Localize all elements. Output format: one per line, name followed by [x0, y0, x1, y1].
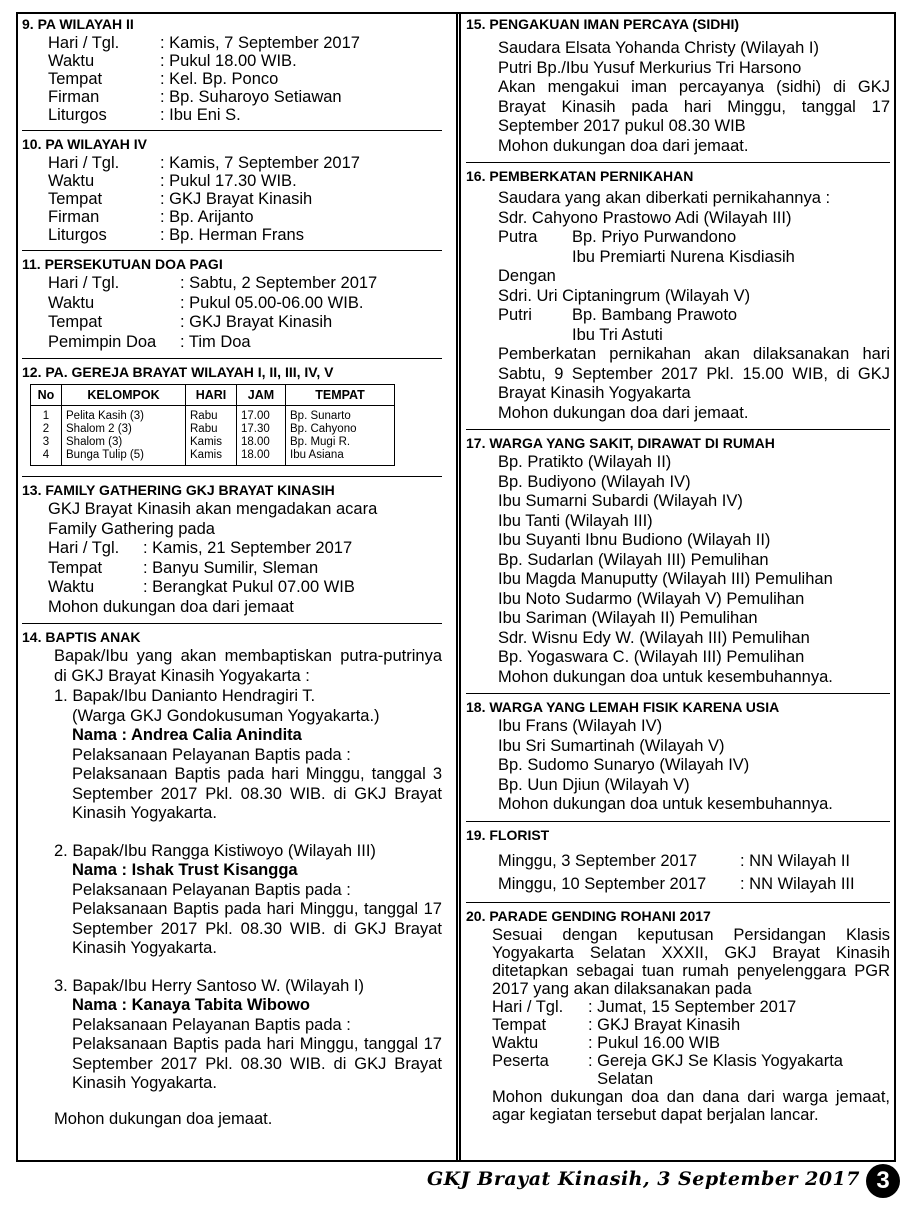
section-9 [22, 16, 442, 130]
list-item: Bp. Sudomo Sunaryo (Wilayah IV) [498, 756, 750, 774]
column-header: HARI [186, 385, 237, 406]
section-heading: 18. WARGA YANG LEMAH FISIK KARENA USIA [466, 699, 780, 715]
cell: Bp. Sunarto [286, 406, 395, 424]
list-item: Bp. Sudarlan (Wilayah III) Pemulihan [498, 550, 769, 569]
cell: Kamis [186, 436, 237, 449]
label: Tempat [492, 1015, 547, 1034]
value: : Banyu Sumilir, Sleman [143, 558, 319, 577]
section-20 [466, 902, 890, 1130]
bride-name: Sdri. Uri Ciptaningrum (Wilayah V) [498, 286, 751, 305]
intro-text: Family Gathering pada [48, 519, 215, 538]
service-label: Pelaksanaan Pelayanan Baptis pada : [72, 880, 351, 899]
section-heading: 20. PARADE GENDING ROHANI 2017 [466, 907, 711, 924]
label: Tempat [48, 70, 103, 88]
label: Hari / Tgl. [48, 34, 120, 52]
cell: Pelita Kasih (3) [62, 406, 186, 424]
section-16 [466, 162, 890, 429]
cell: Shalom (3) [62, 436, 186, 449]
cell: Bp. Cahyono [286, 423, 395, 436]
detail-text: Sesuai dengan keputusan Persidangan Klasis Yogyakarta Selatan XXXII, GKJ Brayat Kinasih ditetapkan sebagai tuan rumah penyelenggara PGR 2017 yang akan dilaksanakan pada [492, 925, 890, 998]
parent-name: 1. Bapak/Ibu Danianto Hendragiri T. [54, 687, 316, 705]
label: Firman [48, 208, 100, 226]
closing-text: Mohon dukungan doa dari jemaat [48, 597, 294, 616]
section-10 [22, 130, 442, 250]
intro-text: Bapak/Ibu yang akan membaptiskan putra-putrinya di GKJ Brayat Kinasih Yogyakarta : [54, 647, 442, 685]
label: Waktu [48, 293, 95, 312]
value: : Berangkat Pukul 07.00 WIB [143, 578, 355, 596]
section-body [466, 186, 890, 423]
label: Liturgos [48, 106, 107, 124]
list-item: Bp. Uun Djiun (Wilayah V) [498, 775, 690, 794]
value: : Ibu Eni S. [160, 106, 241, 124]
footer-title: GKJ Brayat Kinasih, 3 September 2017 [426, 1168, 860, 1190]
baptism-item [54, 842, 442, 959]
section-15 [466, 16, 890, 162]
closing-text: Mohon dukungan doa jemaat. [54, 1109, 273, 1128]
intro-text: GKJ Brayat Kinasih akan mengadakan acara [48, 500, 378, 518]
label: Putri [498, 306, 532, 324]
left-column [22, 16, 442, 1135]
column-header: KELOMPOK [62, 385, 186, 406]
section-body [466, 453, 890, 687]
label: Firman [48, 88, 100, 106]
section-body [466, 717, 890, 815]
label: Putra [498, 228, 538, 246]
column-divider [456, 12, 461, 1162]
cell: 4 [31, 449, 62, 466]
cell: 1 [31, 406, 62, 424]
list-item: Ibu Sumarni Subardi (Wilayah IV) [498, 492, 743, 510]
parents-text: Putri Bp./Ibu Yusuf Merkurius Tri Harsono [498, 58, 802, 77]
column-header: JAM [237, 385, 286, 406]
section-18 [466, 693, 890, 821]
cell: Rabu [186, 423, 237, 436]
groom-name: Sdr. Cahyono Prastowo Adi (Wilayah III) [498, 208, 792, 227]
cell: Kamis [186, 449, 237, 466]
section-11 [22, 250, 442, 358]
value: : Jumat, 15 September 2017 [588, 997, 797, 1016]
table-row [31, 406, 395, 424]
list-item: Ibu Suyanti Ibnu Budiono (Wilayah II) [498, 531, 771, 549]
item-body [54, 707, 442, 824]
parent-name: 3. Bapak/Ibu Herry Santoso W. (Wilayah I) [54, 976, 364, 995]
group-schedule-table [30, 384, 395, 466]
label: Tempat [48, 558, 103, 577]
list-item: Bp. Pratikto (Wilayah II) [498, 453, 672, 471]
column-header: TEMPAT [286, 385, 395, 406]
cell: 17.30 [237, 423, 286, 436]
section-heading: 16. PEMBERKATAN PERNIKAHAN [466, 168, 694, 184]
closing-text: Mohon dukungan doa dari jemaat. [498, 403, 749, 422]
cell: Shalom 2 (3) [62, 423, 186, 436]
label: Liturgos [48, 226, 107, 244]
value: : GKJ Brayat Kinasih [180, 313, 333, 331]
cell: Bp. Mugi R. [286, 436, 395, 449]
label: Tempat [48, 190, 103, 208]
service-label: Pelaksanaan Pelayanan Baptis pada : [72, 745, 351, 764]
section-body [466, 845, 890, 896]
cell: 18.00 [237, 449, 286, 466]
value: : Kamis, 21 September 2017 [143, 539, 353, 557]
parent-name: 2. Bapak/Ibu Rangga Kistiwoyo (Wilayah III) [54, 841, 376, 860]
closing-text: Mohon dukungan doa untuk kesembuhannya. [498, 667, 833, 686]
table-row [31, 423, 395, 436]
value: : NN Wilayah II [740, 851, 851, 870]
list-item: Bp. Yogaswara C. (Wilayah III) Pemulihan [498, 648, 805, 666]
value: : GKJ Brayat Kinasih [160, 190, 313, 208]
child-name: Nama : Ishak Trust Kisangga [72, 861, 298, 879]
label: Waktu [48, 578, 95, 596]
value: : Pukul 18.00 WIB. [160, 52, 297, 70]
label [492, 1070, 588, 1088]
label: Waktu [48, 172, 95, 190]
service-label: Pelaksanaan Pelayanan Baptis pada : [72, 1015, 351, 1034]
page-number-badge: 3 [866, 1164, 900, 1198]
service-detail: Pelaksanaan Baptis pada hari Minggu, tanggal 17 September 2017 Pkl. 08.30 WIB. di GKJ Brayat Kinasih Yogyakarta. [72, 1035, 442, 1092]
section-12 [22, 358, 442, 476]
item-body [54, 861, 442, 959]
value: Selatan [588, 1069, 654, 1088]
kv-block [22, 34, 442, 124]
value: Bp. Priyo Purwandono [572, 228, 737, 246]
cell: Rabu [186, 406, 237, 424]
kv-block [22, 154, 442, 244]
label: Minggu, 10 September 2017 [498, 874, 707, 893]
section-14 [22, 623, 442, 1135]
groom-mother: Ibu Premiarti Nurena Kisdiasih [572, 247, 795, 266]
list-item: Ibu Magda Manuputty (Wilayah III) Pemulihan [498, 570, 833, 588]
section-body [466, 926, 890, 1124]
cell: 2 [31, 423, 62, 436]
service-detail: Pelaksanaan Baptis pada hari Minggu, tanggal 17 September 2017 Pkl. 08.30 WIB. di GKJ Brayat Kinasih Yogyakarta. [72, 900, 442, 957]
baptism-item [54, 977, 442, 1094]
section-19 [466, 821, 890, 902]
detail-text: Akan mengakui iman percayanya (sidhi) di GKJ Brayat Kinasih pada hari Minggu, tanggal 17 September 2017 pukul 08.30 WIB [498, 78, 890, 135]
value: : NN Wilayah III [740, 874, 855, 893]
baptism-item [54, 687, 442, 824]
closing-text: Mohon dukungan doa dari jemaat. [498, 136, 749, 155]
intro-text: Saudara yang akan diberkati pernikahannya : [498, 189, 831, 207]
item-body [54, 996, 442, 1094]
list-item: Ibu Frans (Wilayah IV) [498, 717, 663, 735]
child-name: Nama : Kanaya Tabita Wibowo [72, 996, 310, 1014]
section-heading: 10. PA WILAYAH IV [22, 136, 148, 152]
value: : Kel. Bp. Ponco [160, 70, 279, 88]
value: : Sabtu, 2 September 2017 [180, 274, 378, 292]
section-heading: 14. BAPTIS ANAK [22, 629, 141, 645]
section-heading: 13. FAMILY GATHERING GKJ BRAYAT KINASIH [22, 482, 335, 498]
label: Tempat [48, 313, 103, 331]
list-item: Ibu Sariman (Wilayah II) Pemulihan [498, 609, 758, 627]
connector-text: Dengan [498, 267, 556, 285]
label: Minggu, 3 September 2017 [498, 851, 698, 870]
list-item: Ibu Noto Sudarmo (Wilayah V) Pemulihan [498, 589, 805, 608]
cell: 17.00 [237, 406, 286, 424]
section-heading: 17. WARGA YANG SAKIT, DIRAWAT DI RUMAH [466, 435, 775, 451]
label: Waktu [492, 1033, 539, 1052]
table-header-row [31, 385, 395, 406]
section-17 [466, 429, 890, 693]
value: : Kamis, 7 September 2017 [160, 34, 360, 52]
section-13 [22, 476, 442, 623]
list-item: Bp. Budiyono (Wilayah IV) [498, 472, 691, 491]
value: : Pukul 05.00-06.00 WIB. [180, 293, 364, 312]
closing-text: Mohon dukungan doa dan dana dari warga jemaat, agar kegiatan tersebut dapat berjalan lancar. [492, 1087, 890, 1124]
value: : Bp. Herman Frans [160, 226, 304, 244]
section-body [22, 647, 442, 1129]
value: : Tim Doa [180, 332, 251, 351]
table-row [31, 436, 395, 449]
closing-text: Mohon dukungan doa untuk kesembuhannya. [498, 795, 833, 813]
table-row [31, 449, 395, 466]
service-detail: Pelaksanaan Baptis pada hari Minggu, tanggal 3 September 2017 Pkl. 08.30 WIB. di GKJ Brayat Kinasih Yogyakarta. [72, 765, 442, 822]
value: Bp. Bambang Prawoto [572, 306, 738, 324]
list-item: Ibu Sri Sumartinah (Wilayah V) [498, 736, 725, 755]
value: : Pukul 16.00 WIB [588, 1033, 721, 1052]
label: Peserta [492, 1051, 549, 1070]
value: : Bp. Arijanto [160, 208, 254, 226]
right-column [466, 16, 890, 1130]
section-heading: 12. PA. GEREJA BRAYAT WILAYAH I, II, III, IV, V [22, 364, 334, 380]
kv-block [22, 274, 442, 352]
value: : GKJ Brayat Kinasih [588, 1015, 741, 1034]
cell: 18.00 [237, 436, 286, 449]
value: : Kamis, 7 September 2017 [160, 154, 360, 172]
column-header: No [31, 385, 62, 406]
label: Hari / Tgl. [48, 154, 120, 172]
cell: Bunga Tulip (5) [62, 449, 186, 466]
label: Hari / Tgl. [492, 997, 564, 1016]
label: Hari / Tgl. [48, 539, 120, 557]
church-note: (Warga GKJ Gondokusuman Yogyakarta.) [72, 706, 380, 725]
section-heading: 9. PA WILAYAH II [22, 16, 134, 32]
section-heading: 19. FLORIST [466, 826, 550, 843]
value: : Pukul 17.30 WIB. [160, 172, 297, 190]
detail-text: Pemberkatan pernikahan akan dilaksanakan hari Sabtu, 9 September 2017 Pkl. 15.00 WIB, di GKJ Brayat Kinasih Yogyakarta [498, 345, 890, 402]
list-item: Sdr. Wisnu Edy W. (Wilayah III) Pemulihan [498, 628, 810, 647]
cell: Ibu Asiana [286, 449, 395, 466]
label: Pemimpin Doa [48, 332, 157, 351]
cell: 3 [31, 436, 62, 449]
bride-mother: Ibu Tri Astuti [572, 325, 663, 344]
value: : Bp. Suharoyo Setiawan [160, 88, 342, 106]
value: : Gereja GKJ Se Klasis Yogyakarta [588, 1051, 843, 1070]
child-name: Nama : Andrea Calia Anindita [72, 726, 302, 744]
section-heading: 15. PENGAKUAN IMAN PERCAYA (SIDHI) [466, 16, 740, 32]
section-body [22, 500, 442, 617]
candidate-name: Saudara Elsata Yohanda Christy (Wilayah I) [498, 39, 820, 57]
label: Waktu [48, 52, 95, 70]
section-heading: 11. PERSEKUTUAN DOA PAGI [22, 256, 223, 272]
section-body [466, 34, 890, 156]
list-item: Ibu Tanti (Wilayah III) [498, 511, 653, 530]
label: Hari / Tgl. [48, 274, 120, 292]
